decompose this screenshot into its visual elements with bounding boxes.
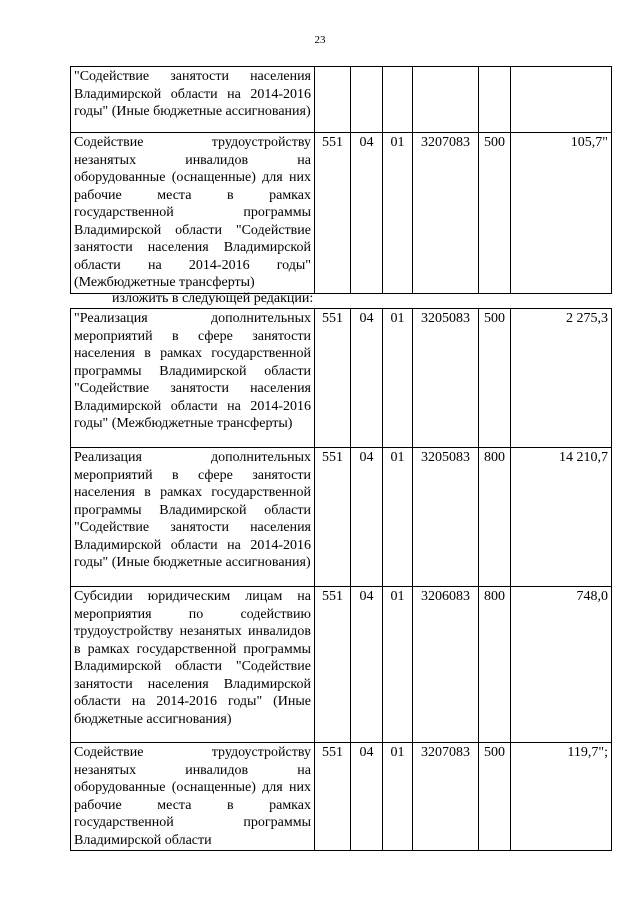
row-description: Реализация дополнительных мероприятий в сфере занятости населения в рамках государственной программы Владимирской области "Содействие занятости населения Владимирской области на 2014-2016 годы" (Иные бюджетные ассигнования) (71, 448, 315, 587)
target-article-code (413, 67, 479, 133)
section-code: 04 (351, 448, 383, 587)
ministry-code: 551 (315, 587, 351, 743)
budget-table-top (70, 66, 612, 294)
page-number: 23 (314, 34, 326, 46)
row-description: Содействие трудоустройству незанятых инвалидов на оборудованные (оснащенные) для них рабочие места в рамках государственной программы Владимирской области "Содействие занятости населения Владимирской области на 2014-2016 годы" (Межбюджетные трансферты) (71, 133, 315, 294)
subsection-code: 01 (383, 309, 413, 448)
table-row (71, 309, 612, 448)
section-code: 04 (351, 309, 383, 448)
subsection-code (383, 67, 413, 133)
subsection-code: 01 (383, 743, 413, 851)
expense-type-code: 800 (479, 587, 511, 743)
amount: 119,7"; (511, 743, 612, 851)
table-row (71, 587, 612, 743)
ministry-code: 551 (315, 448, 351, 587)
row-description: "Реализация дополнительных мероприятий в сфере занятости населения в рамках государственной программы Владимирской области "Содействие занятости населения Владимирской области на 2014-2016 годы" (Межбюджетные трансферты) (71, 309, 315, 448)
subsection-code: 01 (383, 133, 413, 294)
row-description: Субсидии юридическим лицам на мероприятия по содействию трудоустройству незанятых инвалидов в рамках государственной программы Владимирской области "Содействие занятости населения Владимирской области на 2014-2016 годы" (Иные бюджетные ассигнования) (71, 587, 315, 743)
subsection-code: 01 (383, 448, 413, 587)
target-article-code: 3207083 (413, 743, 479, 851)
section-code: 04 (351, 743, 383, 851)
ministry-code: 551 (315, 133, 351, 294)
target-article-code: 3205083 (413, 309, 479, 448)
subsection-code: 01 (383, 587, 413, 743)
section-code (351, 67, 383, 133)
row-description: Содействие трудоустройству незанятых инвалидов на оборудованные (оснащенные) для них рабочие места в рамках государственной программы Владимирской области (71, 743, 315, 851)
amount (511, 67, 612, 133)
table-row (71, 133, 612, 294)
expense-type-code: 500 (479, 743, 511, 851)
section-code: 04 (351, 133, 383, 294)
budget-table-bottom (70, 308, 612, 851)
expense-type-code: 800 (479, 448, 511, 587)
expense-type-code (479, 67, 511, 133)
ministry-code: 551 (315, 309, 351, 448)
table-row (71, 743, 612, 851)
ministry-code: 551 (315, 743, 351, 851)
amount: 105,7" (511, 133, 612, 294)
target-article-code: 3207083 (413, 133, 479, 294)
table-row (71, 448, 612, 587)
amount: 2 275,3 (511, 309, 612, 448)
expense-type-code: 500 (479, 309, 511, 448)
amount: 14 210,7 (511, 448, 612, 587)
expense-type-code: 500 (479, 133, 511, 294)
table-row (71, 67, 612, 133)
target-article-code: 3206083 (413, 587, 479, 743)
amendment-heading: изложить в следующей редакции: (112, 291, 314, 306)
row-description: "Содействие занятости населения Владимирской области на 2014-2016 годы" (Иные бюджетные ассигнования) (71, 67, 315, 133)
amount: 748,0 (511, 587, 612, 743)
ministry-code (315, 67, 351, 133)
section-code: 04 (351, 587, 383, 743)
target-article-code: 3205083 (413, 448, 479, 587)
